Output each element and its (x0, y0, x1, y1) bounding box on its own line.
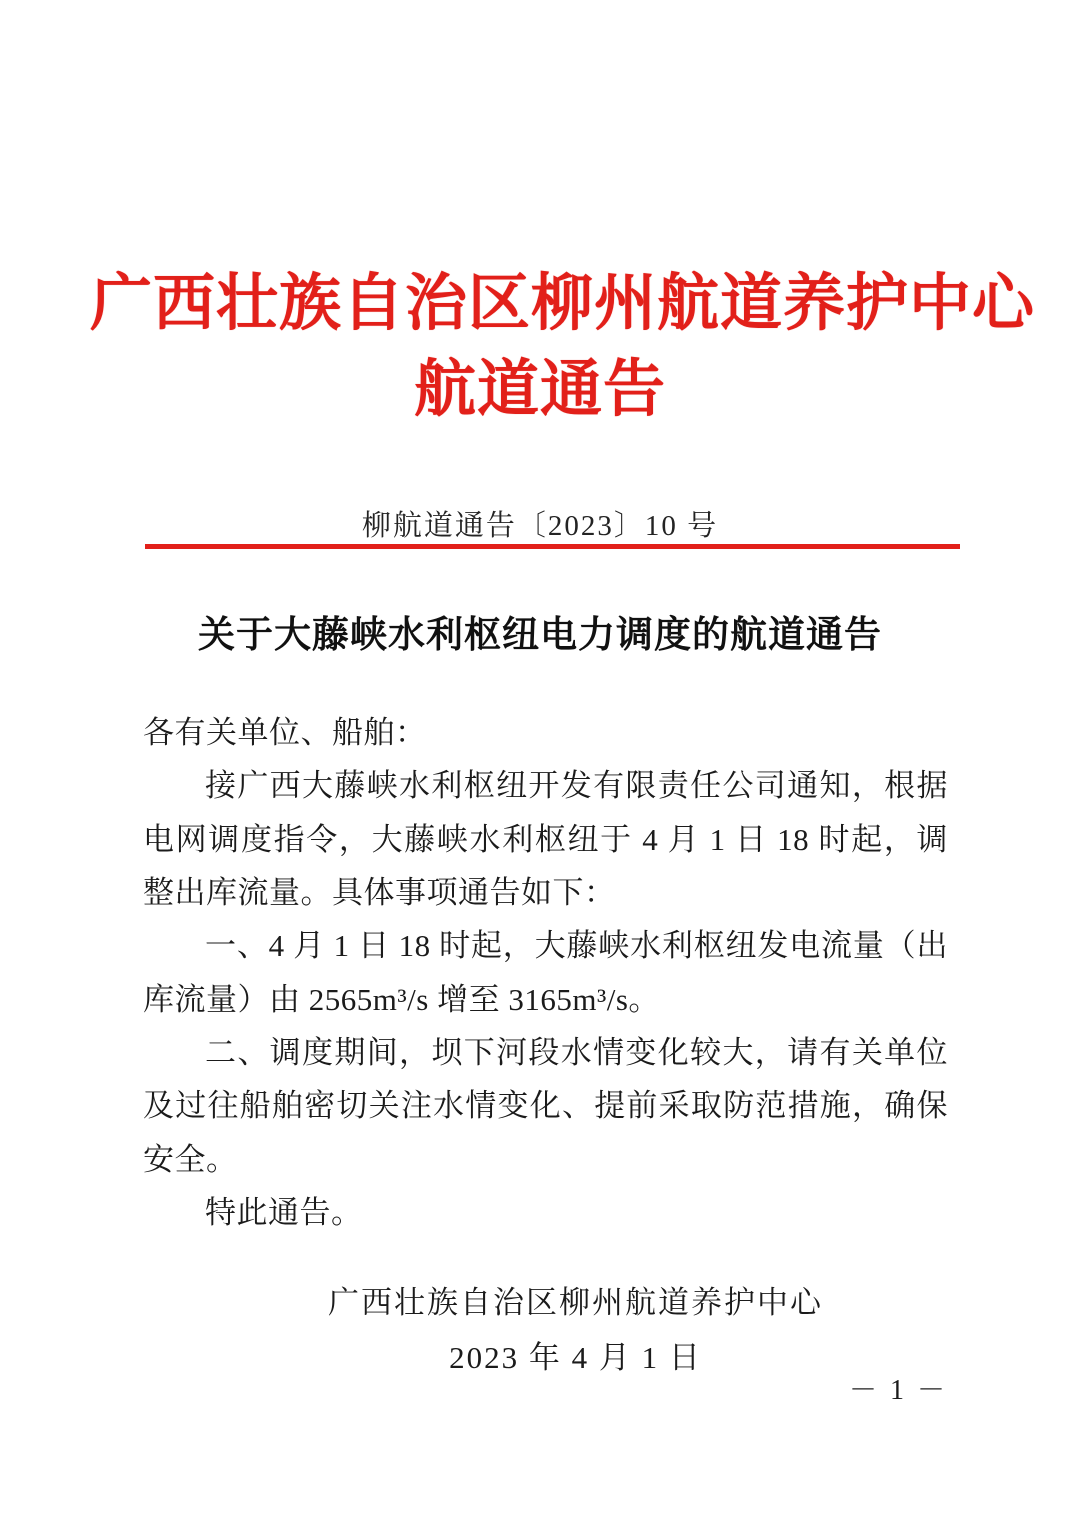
document-number: 柳航道通告〔2023〕10 号 (361, 510, 719, 542)
signature-date: 2023 年 4 月 1 日 (449, 1340, 702, 1376)
body-paragraph-item-two: 二、调度期间，坝下河段水情变化较大，请有关单位及过往船舶密切关注水情变化、提前采取防范措施，确保安全。 (143, 1034, 948, 1177)
page-number: － 1 － (848, 1375, 948, 1406)
body-paragraph-intro: 接广西大藤峡水利枢纽开发有限责任公司通知，根据电网调度指令，大藤峡水利枢纽于 4 月 1 日 18 时起，调整出库流量。具体事项通告如下： (143, 768, 948, 910)
red-divider-rule (145, 544, 960, 549)
body-paragraph-closing: 特此通告。 (205, 1194, 363, 1230)
salutation: 各有关单位、船舶： (143, 715, 427, 750)
page-title: 关于大藤峡水利枢纽电力调度的航道通告 (198, 615, 882, 656)
document-body (143, 706, 948, 1239)
masthead-organization: 广西壮族自治区柳州航道养护中心 (90, 270, 1036, 338)
masthead (90, 262, 1036, 433)
signature-organization: 广西壮族自治区柳州航道养护中心 (328, 1285, 823, 1320)
masthead-document-type: 航道通告 (413, 355, 666, 424)
body-paragraph-item-one: 一、4 月 1 日 18 时起，大藤峡水利枢纽发电流量（出库流量）由 2565m³/s 增至 3165m³/s。 (143, 928, 948, 1017)
